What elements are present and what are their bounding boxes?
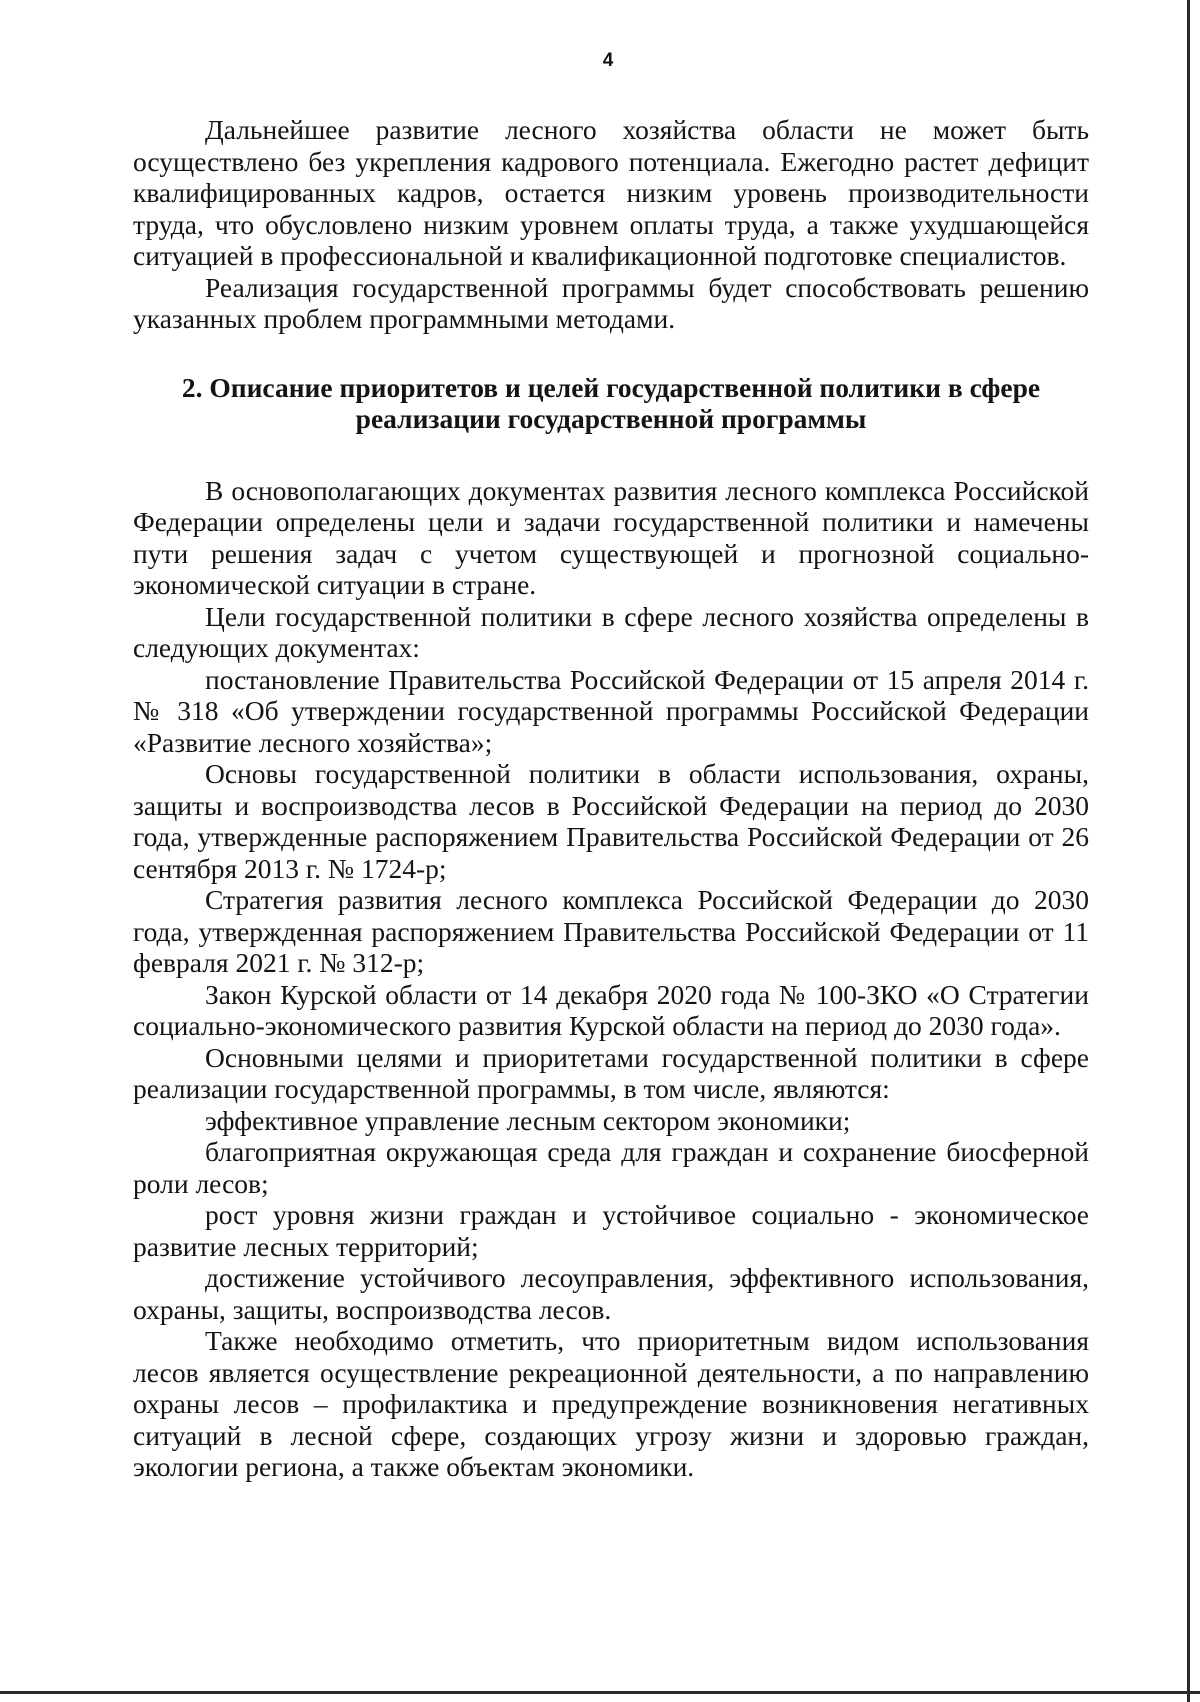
- paragraph-forest-strategy: Стратегия развития лесного комплекса Российской Федерации до 2030 года, утвержденная распоряжением Правительства Российской Федерации от 11 февраля 2021 г. № 312-р;: [133, 884, 1089, 978]
- paragraph-kursk-law: Закон Курской области от 14 декабря 2020 года № 100-ЗКО «О Стратегии социально-экономического развития Курской области на период до 2030 года».: [133, 978, 1089, 1041]
- paragraph-main-goals-intro: Основными целями и приоритетами государственной политики в сфере реализации государственной программы, в том числе, являются:: [133, 1041, 1089, 1104]
- paragraph-program-solution: Реализация государственной программы будет способствовать решению указанных проблем программными методами.: [133, 271, 1089, 334]
- paragraph-policy-goals-intro: Цели государственной политики в сфере лесного хозяйства определены в следующих документах:: [133, 600, 1089, 663]
- paragraph-policy-foundations: Основы государственной политики в области использования, охраны, защиты и воспроизводства лесов в Российской Федерации на период до 2030 года, утвержденные распоряжением Правительства Российской Федерации от 26 сентября 2013 г. № 1724-р;: [133, 758, 1089, 884]
- scan-border-right: [1187, 0, 1190, 1702]
- paragraph-recreation-priority: Также необходимо отметить, что приоритетным видом использования лесов является осуществление рекреационной деятельности, а по направлению охраны лесов – профилактика и предупреждение возникновения негативных ситуаций в лесной сфере, создающих угрозу жизни и здоровью граждан, экологии региона, а также объектам экономики.: [133, 1325, 1089, 1482]
- page-number: 4: [602, 50, 614, 71]
- paragraph-basic-documents: В основополагающих документах развития лесного комплекса Российской Федерации определены цели и задачи государственной политики и намечены пути решения задач с учетом существующей и прогнозной социально-экономической ситуации в стране.: [133, 474, 1089, 600]
- paragraph-staffing: Дальнейшее развитие лесного хозяйства области не может быть осуществлено без укрепления кадрового потенциала. Ежегодно растет дефицит квалифицированных кадров, остается низким уровень производительности труда, что обусловлено низким уровнем оплаты труда, а также ухудшающейся ситуацией в профессиональной и квалификационной подготовке специалистов.: [133, 114, 1089, 271]
- goal-item-management: эффективное управление лесным сектором экономики;: [205, 1104, 851, 1136]
- goal-item-sustainable-management: достижение устойчивого лесоуправления, эффективного использования, охраны, защиты, воспроизводства лесов.: [133, 1262, 1089, 1325]
- paragraph-government-decree: постановление Правительства Российской Федерации от 15 апреля 2014 г. № 318 «Об утверждении государственной программы Российской Федерации «Развитие лесного хозяйства»;: [133, 663, 1089, 758]
- goal-item-environment: благоприятная окружающая среда для граждан и сохранение биосферной роли лесов;: [133, 1136, 1089, 1199]
- goal-item-living-standards: рост уровня жизни граждан и устойчивое социально - экономическое развитие лесных территорий;: [133, 1199, 1089, 1262]
- section-heading: 2. Описание приоритетов и целей государственной политики в сфере реализации государственной программы: [181, 371, 1041, 434]
- scan-border-bottom: [0, 1691, 1200, 1694]
- document-body: [133, 114, 1089, 1483]
